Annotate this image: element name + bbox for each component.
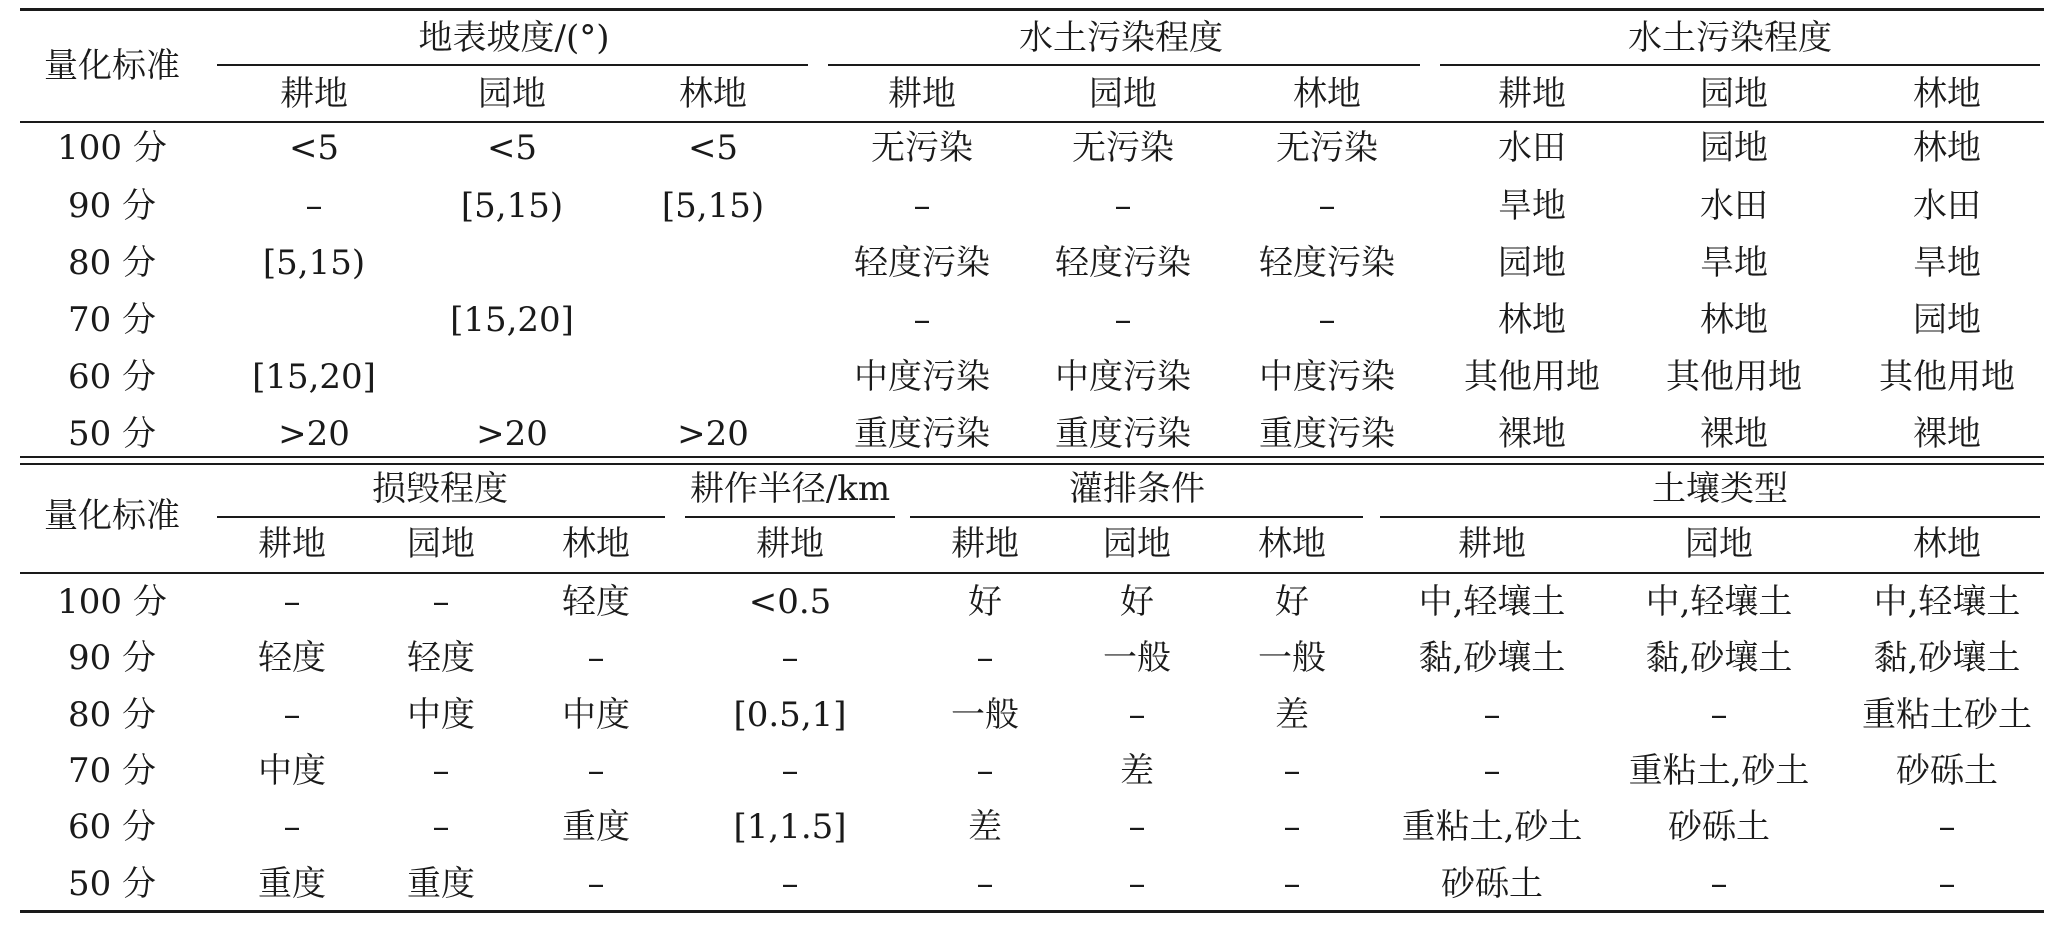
table-cell: – xyxy=(432,582,450,622)
table-cell: 轻度 xyxy=(258,638,326,678)
column-header: 林地 xyxy=(679,74,747,114)
table-cell: 砂砾土 xyxy=(1668,807,1770,847)
table-cell: – xyxy=(1318,300,1336,340)
table-cell: 重度污染 xyxy=(1259,414,1395,454)
column-header: 耕地 xyxy=(951,524,1019,564)
column-header: 耕地 xyxy=(1498,74,1566,114)
column-header: 林地 xyxy=(1913,74,1981,114)
table-cell: 其他用地 xyxy=(1464,357,1600,397)
table-cell: 砂砾土 xyxy=(1441,864,1543,904)
table-cell: 中度 xyxy=(407,695,475,735)
table-cell: 轻度 xyxy=(562,582,630,622)
group-header: 水土污染程度 xyxy=(1628,18,1832,58)
table-cell: – xyxy=(1283,807,1301,847)
group-underline xyxy=(217,64,808,66)
table-cell: 旱地 xyxy=(1913,243,1981,283)
table-cell: 中,轻壤土 xyxy=(1418,582,1566,622)
header-rule xyxy=(20,121,2044,123)
column-header: 园地 xyxy=(1089,74,1157,114)
table-cell: >20 xyxy=(278,414,350,454)
column-header: 耕地 xyxy=(756,524,824,564)
table-cell: – xyxy=(781,638,799,678)
group-header: 耕作半径/km xyxy=(689,469,891,509)
table-cell: – xyxy=(913,186,931,226)
group-underline xyxy=(910,516,1363,518)
row-label: 50 分 xyxy=(67,414,157,454)
column-header: 耕地 xyxy=(258,524,326,564)
table-cell: – xyxy=(1128,864,1146,904)
column-header: 林地 xyxy=(562,524,630,564)
table-cell: [15,20] xyxy=(252,357,376,397)
table-cell: 重度污染 xyxy=(1055,414,1191,454)
group-header: 地表坡度/(°) xyxy=(418,18,610,58)
table-cell: – xyxy=(1483,751,1501,791)
row-label: 90 分 xyxy=(67,186,157,226)
group-underline xyxy=(1440,64,2040,66)
table-cell: 旱地 xyxy=(1700,243,1768,283)
table-cell: 差 xyxy=(1120,751,1154,791)
table-cell: – xyxy=(781,751,799,791)
table-cell: 裸地 xyxy=(1700,414,1768,454)
table-cell: 差 xyxy=(1275,695,1309,735)
row-label: 60 分 xyxy=(67,357,157,397)
table-cell: 林地 xyxy=(1700,300,1768,340)
table-cell: 重度 xyxy=(562,807,630,847)
table-cell: 轻度污染 xyxy=(854,243,990,283)
table-cell: 林地 xyxy=(1498,300,1566,340)
table-cell: – xyxy=(781,864,799,904)
table-cell: – xyxy=(1283,751,1301,791)
group-header: 灌排条件 xyxy=(1069,469,1205,509)
table-cell: 中度 xyxy=(562,695,630,735)
table-cell: 重度 xyxy=(258,864,326,904)
table-cell: 好 xyxy=(1120,582,1154,622)
table-cell: 黏,砂壤土 xyxy=(1873,638,2021,678)
group-header: 土壤类型 xyxy=(1652,469,1788,509)
table-cell: – xyxy=(283,582,301,622)
table-cell: 中,轻壤土 xyxy=(1645,582,1793,622)
table-cell: 中度污染 xyxy=(854,357,990,397)
table-cell: 轻度污染 xyxy=(1259,243,1395,283)
table-cell: 轻度污染 xyxy=(1055,243,1191,283)
table-cell: – xyxy=(1283,864,1301,904)
row-label: 80 分 xyxy=(67,243,157,283)
table-cell: 重度污染 xyxy=(854,414,990,454)
column-header: 园地 xyxy=(478,74,546,114)
section-separator xyxy=(20,463,2044,465)
group-header: 损毁程度 xyxy=(372,469,508,509)
table-cell: 水田 xyxy=(1700,186,1768,226)
column-header: 林地 xyxy=(1258,524,1326,564)
table-cell: 一般 xyxy=(1103,638,1171,678)
corner-label: 量化标准 xyxy=(44,496,180,536)
group-underline xyxy=(685,516,895,518)
table-cell: – xyxy=(587,751,605,791)
row-label: 60 分 xyxy=(67,807,157,847)
table-cell: 无污染 xyxy=(1276,128,1378,168)
table-cell: 重粘土,砂土 xyxy=(1628,751,1810,791)
column-header: 园地 xyxy=(1103,524,1171,564)
row-label: 90 分 xyxy=(67,638,157,678)
row-label: 70 分 xyxy=(67,300,157,340)
table-cell: – xyxy=(305,186,323,226)
table-cell: 中度污染 xyxy=(1055,357,1191,397)
table-cell: [5,15) xyxy=(460,186,564,226)
row-label: 70 分 xyxy=(67,751,157,791)
corner-label: 量化标准 xyxy=(44,46,180,86)
table-cell: – xyxy=(432,751,450,791)
table-cell: – xyxy=(1938,807,1956,847)
table-cell: 旱地 xyxy=(1498,186,1566,226)
column-header: 耕地 xyxy=(1458,524,1526,564)
table-cell: 水田 xyxy=(1913,186,1981,226)
table-cell: 砂砾土 xyxy=(1896,751,1998,791)
table-cell: 园地 xyxy=(1913,300,1981,340)
table-cell: – xyxy=(1114,186,1132,226)
table-cell: 一般 xyxy=(951,695,1019,735)
table-cell: – xyxy=(1938,864,1956,904)
column-header: 园地 xyxy=(407,524,475,564)
table-cell: 黏,砂壤土 xyxy=(1418,638,1566,678)
table-cell: – xyxy=(283,695,301,735)
table-cell: [1,1.5] xyxy=(733,807,847,847)
table-cell: 林地 xyxy=(1913,128,1981,168)
table-cell: – xyxy=(976,638,994,678)
group-underline xyxy=(828,64,1420,66)
table-cell: 裸地 xyxy=(1913,414,1981,454)
table-cell: 无污染 xyxy=(871,128,973,168)
table-cell: <5 xyxy=(687,128,739,168)
table-cell: 水田 xyxy=(1498,128,1566,168)
bottom-rule xyxy=(20,910,2044,913)
table-cell: 重粘土砂土 xyxy=(1862,695,2032,735)
row-label: 100 分 xyxy=(57,128,167,168)
table-cell: 黏,砂壤土 xyxy=(1645,638,1793,678)
table-cell: 好 xyxy=(1275,582,1309,622)
table-cell: <5 xyxy=(486,128,538,168)
table-cell: – xyxy=(1128,695,1146,735)
table-cell: 裸地 xyxy=(1498,414,1566,454)
group-underline xyxy=(217,516,665,518)
table-cell: >20 xyxy=(677,414,749,454)
table-cell: – xyxy=(1114,300,1132,340)
table-cell: – xyxy=(1128,807,1146,847)
table-cell: – xyxy=(1483,695,1501,735)
table-cell: – xyxy=(1318,186,1336,226)
row-label: 100 分 xyxy=(57,582,167,622)
table-cell: 一般 xyxy=(1258,638,1326,678)
table-cell: [5,15) xyxy=(661,186,765,226)
table-cell: 中,轻壤土 xyxy=(1873,582,2021,622)
table-cell: >20 xyxy=(476,414,548,454)
top-rule xyxy=(20,8,2044,11)
table-cell: 中度污染 xyxy=(1259,357,1395,397)
table-cell: – xyxy=(1710,864,1728,904)
column-header: 耕地 xyxy=(888,74,956,114)
table-cell: – xyxy=(976,864,994,904)
table-cell: – xyxy=(283,807,301,847)
row-label: 50 分 xyxy=(67,864,157,904)
table-cell: 好 xyxy=(968,582,1002,622)
table-cell: – xyxy=(587,864,605,904)
table-cell: – xyxy=(913,300,931,340)
table-cell: 园地 xyxy=(1700,128,1768,168)
column-header: 耕地 xyxy=(280,74,348,114)
table-cell: 园地 xyxy=(1498,243,1566,283)
table-cell: <5 xyxy=(288,128,340,168)
table-cell: – xyxy=(432,807,450,847)
column-header: 林地 xyxy=(1293,74,1361,114)
header-rule xyxy=(20,572,2044,574)
section-separator xyxy=(20,456,2044,458)
table-cell: 重度 xyxy=(407,864,475,904)
column-header: 园地 xyxy=(1700,74,1768,114)
group-header: 水土污染程度 xyxy=(1019,18,1223,58)
group-underline xyxy=(1380,516,2040,518)
table-cell: [15,20] xyxy=(450,300,574,340)
table-cell: 其他用地 xyxy=(1879,357,2015,397)
column-header: 园地 xyxy=(1685,524,1753,564)
table-cell: 其他用地 xyxy=(1666,357,1802,397)
table-cell: [0.5,1] xyxy=(733,695,847,735)
table-cell: 中度 xyxy=(258,751,326,791)
row-label: 80 分 xyxy=(67,695,157,735)
table-cell: – xyxy=(1710,695,1728,735)
column-header: 林地 xyxy=(1913,524,1981,564)
table-cell: 无污染 xyxy=(1072,128,1174,168)
table-cell: 重粘土,砂土 xyxy=(1401,807,1583,847)
table-cell: – xyxy=(587,638,605,678)
table-cell: 差 xyxy=(968,807,1002,847)
table-cell: <0.5 xyxy=(748,582,832,622)
table-cell: – xyxy=(976,751,994,791)
table-cell: [5,15) xyxy=(262,243,366,283)
table-cell: 轻度 xyxy=(407,638,475,678)
